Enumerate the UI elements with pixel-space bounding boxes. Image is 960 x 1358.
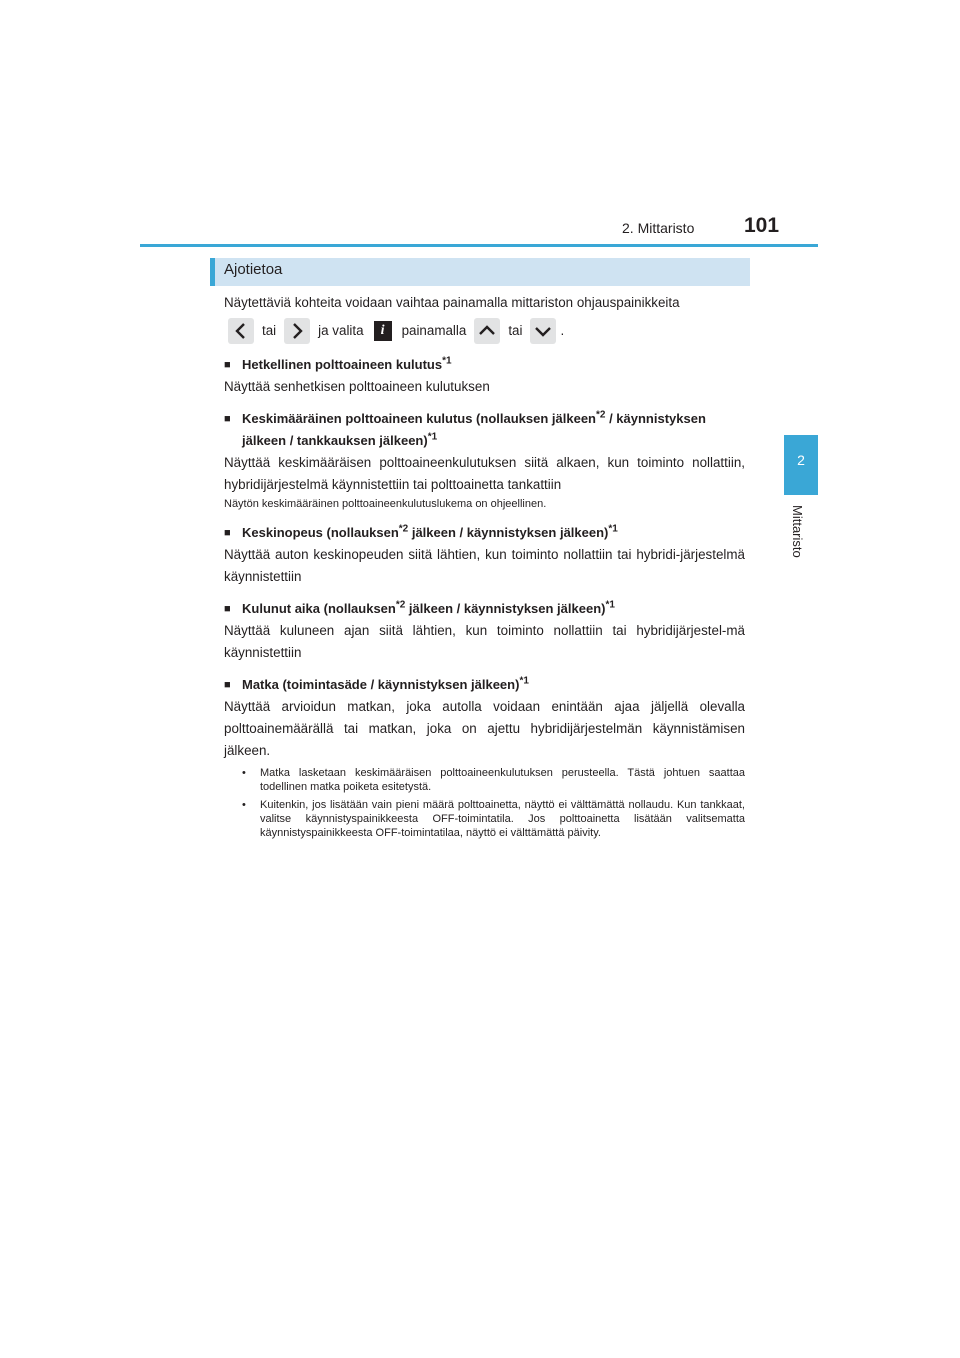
section-header <box>210 258 750 286</box>
footnote-ref: *1 <box>608 523 618 535</box>
item-title-text: Matka (toimintasäde / käynnistyksen jälkeen) <box>242 677 520 692</box>
item-title-text: jälkeen / käynnistyksen jälkeen) <box>405 601 606 616</box>
item-note: Näytön keskimääräinen polttoaineenkulutuslukema on ohjeellinen. <box>224 498 547 510</box>
item-body: Näyttää senhetkisen polttoaineen kulutuksen <box>224 379 490 394</box>
info-icon: i <box>374 321 392 341</box>
side-tab-label: Mittaristo <box>790 505 805 558</box>
footnote-ref: *1 <box>427 431 438 443</box>
footnote-ref: *1 <box>442 355 452 367</box>
section-title: Ajotietoa <box>224 261 283 278</box>
item-title <box>224 354 745 376</box>
item-body: Näyttää auton keskinopeuden siitä lähtien, kun toiminto nollattiin tai hybridi-järjestelmä käynnistettiin <box>224 547 745 584</box>
note-text: Kuitenkin, jos lisätään vain pieni määrä polttoainetta, näyttö ei välttämättä nollaudu. Kun tankkaat, valitse käynnistyspainikkeesta OFF-toimintatila. Jos polttoainetta lisätään valitsematta käynnistyspainikkeesta OFF-toimintatilaa, näyttö ei välttämättä päivity. <box>260 799 745 839</box>
bullet-square: ■ <box>224 603 231 615</box>
chapter-header: 2. Mittaristo <box>622 220 695 236</box>
item-body: Näyttää arvioidun matkan, joka autolla voidaan enintään ajaa jäljellä olevalla polttoainemäärällä tai matkan, joka on ajettu hybridijärjestelmän käynnistämisen jälkeen. <box>224 699 745 758</box>
item-title-text: Hetkellinen polttoaineen kulutus <box>242 357 443 372</box>
item-title-text: Kulunut aika (nollauksen <box>242 601 396 616</box>
chevron-up-icon <box>474 318 500 344</box>
tai-label-2: tai <box>508 323 523 338</box>
item-title <box>224 598 745 620</box>
item-body: Näyttää keskimääräisen polttoaineenkulutuksen siitä alkaen, kun toiminto nollattiin, hybridijärjestelmä käynnistettiin tai polttoainetta tankattiin <box>224 455 745 492</box>
period: . <box>560 323 565 338</box>
bullet-square: ■ <box>224 359 231 371</box>
note-bullet: • <box>242 767 246 779</box>
footnote-ref: *2 <box>398 523 409 535</box>
item-title <box>224 522 745 544</box>
item-title-text: / käynnistyksen jälkeen / tankkauksen jälkeen) <box>242 411 706 448</box>
bullet-square: ■ <box>224 679 231 691</box>
item-title-text: Keskimääräinen polttoaineen kulutus (nollauksen jälkeen <box>242 411 596 426</box>
item-body: Näyttää kuluneen ajan siitä lähtien, kun toiminto nollattiin tai hybridijärjestel-mä käynnistettiin <box>224 623 745 660</box>
content <box>224 292 745 840</box>
note-bullet: • <box>242 799 246 811</box>
item-title-text: Keskinopeus (nollauksen <box>242 525 399 540</box>
bullet-square: ■ <box>224 527 231 539</box>
footnote-ref: *1 <box>519 675 529 687</box>
item-elapsed-time <box>224 598 745 664</box>
item-title <box>224 674 745 696</box>
footnote-ref: *1 <box>605 599 615 611</box>
side-tab-number: 2 <box>797 452 805 468</box>
note <box>242 766 745 794</box>
note <box>242 798 745 840</box>
footnote-ref: *2 <box>395 599 406 611</box>
page-number: 101 <box>744 214 780 237</box>
footnote-ref: *2 <box>596 409 606 421</box>
button-line <box>224 318 745 344</box>
header-rule <box>140 244 818 247</box>
tai-label-1: tai <box>262 323 277 338</box>
chevron-right-icon <box>284 318 310 344</box>
intro-text: Näytettäviä kohteita voidaan vaihtaa painamalla mittariston ohjauspainikkeita <box>224 295 680 310</box>
chevron-left-icon <box>228 318 254 344</box>
item-title <box>224 408 745 452</box>
ja-valita-label: ja valita <box>318 323 364 338</box>
painamalla-label: painamalla <box>401 323 467 338</box>
chevron-down-icon <box>530 318 556 344</box>
item-instant-fuel <box>224 354 745 398</box>
item-avg-speed <box>224 522 745 588</box>
bullet-square: ■ <box>224 413 231 425</box>
item-title-text: jälkeen / käynnistyksen jälkeen) <box>408 525 609 540</box>
item-range <box>224 674 745 840</box>
item-avg-fuel <box>224 408 745 512</box>
note-text: Matka lasketaan keskimääräisen polttoaineenkulutuksen perusteella. Tästä johtuen saattaa todellinen matka poiketa esitetystä. <box>260 767 745 793</box>
